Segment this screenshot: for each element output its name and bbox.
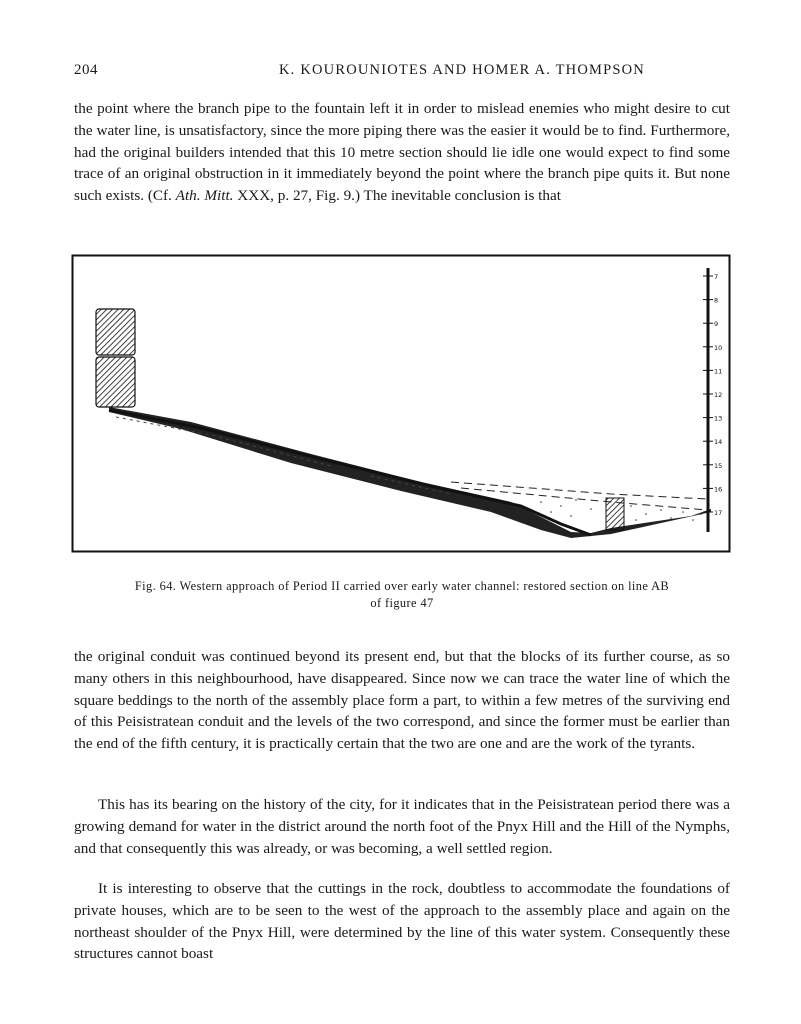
scale-label: 13	[714, 414, 723, 423]
paragraph-1	[74, 98, 730, 207]
stone-block-upper	[96, 309, 135, 355]
page-header	[74, 62, 730, 84]
page-number: 204	[74, 62, 98, 78]
scale-labels	[714, 273, 722, 517]
section-drawing	[71, 254, 731, 554]
figure-frame	[73, 256, 730, 552]
figure-caption	[74, 578, 730, 612]
paragraph-1-text: the point where the branch pipe to the fountain left it in order to mislead enemies who might desire to cut the water line, is unsatisfactory, since the more piping there was the easier it would be to find. Furthermore, had the original builders intended that this 10 metre section should lie idle one would expect to find some trace of an original obstruction in it immediately beyond the point where the branch pipe quits it. But none such exists. (Cf.	[74, 100, 730, 205]
scale-label: 17	[714, 509, 723, 517]
running-head: K. KOUROUNIOTES AND HOMER A. THOMPSON	[279, 62, 645, 78]
caption-line-1: Fig. 64. Western approach of Period II carried over early water channel: restored section on line AB	[134, 579, 670, 593]
scale-label: 8	[714, 296, 719, 305]
scale-label: 11	[714, 367, 723, 376]
paragraph-2: the original conduit was continued beyond its present end, but that the blocks of its further course, as so many others in this neighbourhood, have disappeared. Since now we can trace the water line of which the square beddings to the north of the assembly place form a part, to within a few metres of the surviving end of this Peisistratean conduit and the levels of the two correspond, and since the former must be earlier than the end of the fifth century, it is practically certain that the two are one and are the work of the tyrants.	[74, 648, 730, 753]
paragraph-1-text-end: XXX, p. 27, Fig. 9.) The inevitable conclusion is that	[233, 187, 561, 205]
scale-label: 15	[714, 461, 723, 470]
stone-block-lower	[96, 357, 135, 407]
paragraph-3: This has its bearing on the history of the city, for it indicates that in the Peisistratean period there was a growing demand for water in the district around the north foot of the Pnyx Hill and the Hill of the Nymphs, and that consequently this was already, or was becoming, a well settled region.	[74, 796, 730, 857]
scale-label: 16	[714, 485, 723, 494]
figure-section-drawing	[71, 254, 731, 554]
paragraph-4: It is interesting to observe that the cuttings in the rock, doubtless to accommodate the foundations of private houses, which are to be seen to the west of the approach to the assembly place and again on the northeast shoulder of the Pnyx Hill, were determined by the line of this water system. Consequently these structures cannot boast	[74, 880, 730, 963]
scale-label: 14	[714, 438, 723, 447]
scale-label: 9	[714, 320, 719, 329]
scale-label: 10	[714, 343, 723, 352]
caption-line-2: of figure 47	[370, 596, 434, 610]
scale-label: 12	[714, 391, 723, 399]
water-channel	[606, 498, 624, 530]
scale-label: 7	[714, 273, 719, 281]
journal-citation: Ath. Mitt.	[175, 187, 234, 205]
